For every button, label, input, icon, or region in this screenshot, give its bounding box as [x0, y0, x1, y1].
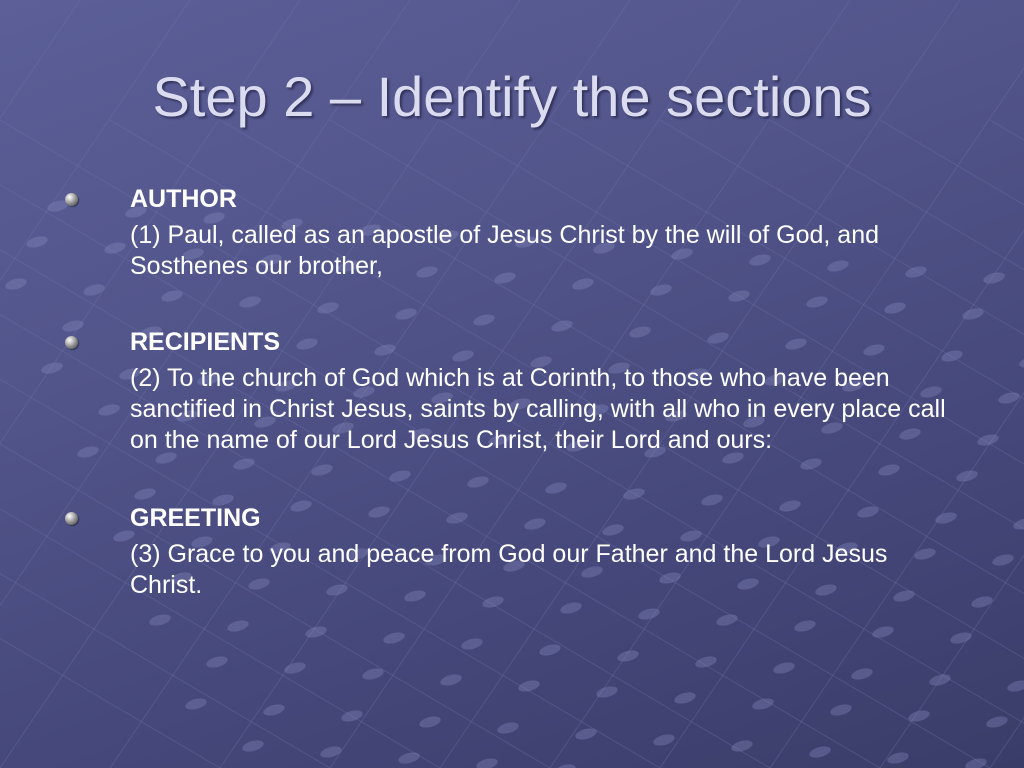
- section-text-author: (1) Paul, called as an apostle of Jesus Christ by the will of God, and Sosthenes our brother,: [130, 221, 879, 280]
- section-text-greeting: (3) Grace to you and peace from God our Father and the Lord Jesus Christ.: [130, 540, 888, 599]
- sphere-bullet-icon: [65, 512, 78, 525]
- sphere-bullet-icon: [65, 193, 78, 206]
- section-text-recipients: (2) To the church of God which is at Corinth, to those who have been sanctified in Christ Jesus, saints by calling, with all who in every place call on the name of our Lord Jesus Christ, their Lord and ours:: [130, 364, 946, 454]
- sphere-bullet-icon: [65, 336, 78, 349]
- section-heading-recipients: RECIPIENTS: [130, 328, 281, 356]
- bullet-list: [60, 180, 960, 601]
- slide-title: Step 2 – Identify the sections: [152, 65, 872, 128]
- section-recipients: [60, 326, 960, 456]
- section-author: [60, 183, 960, 282]
- section-greeting: [60, 502, 960, 601]
- section-heading-author: AUTHOR: [130, 185, 237, 213]
- section-heading-greeting: GREETING: [130, 504, 261, 532]
